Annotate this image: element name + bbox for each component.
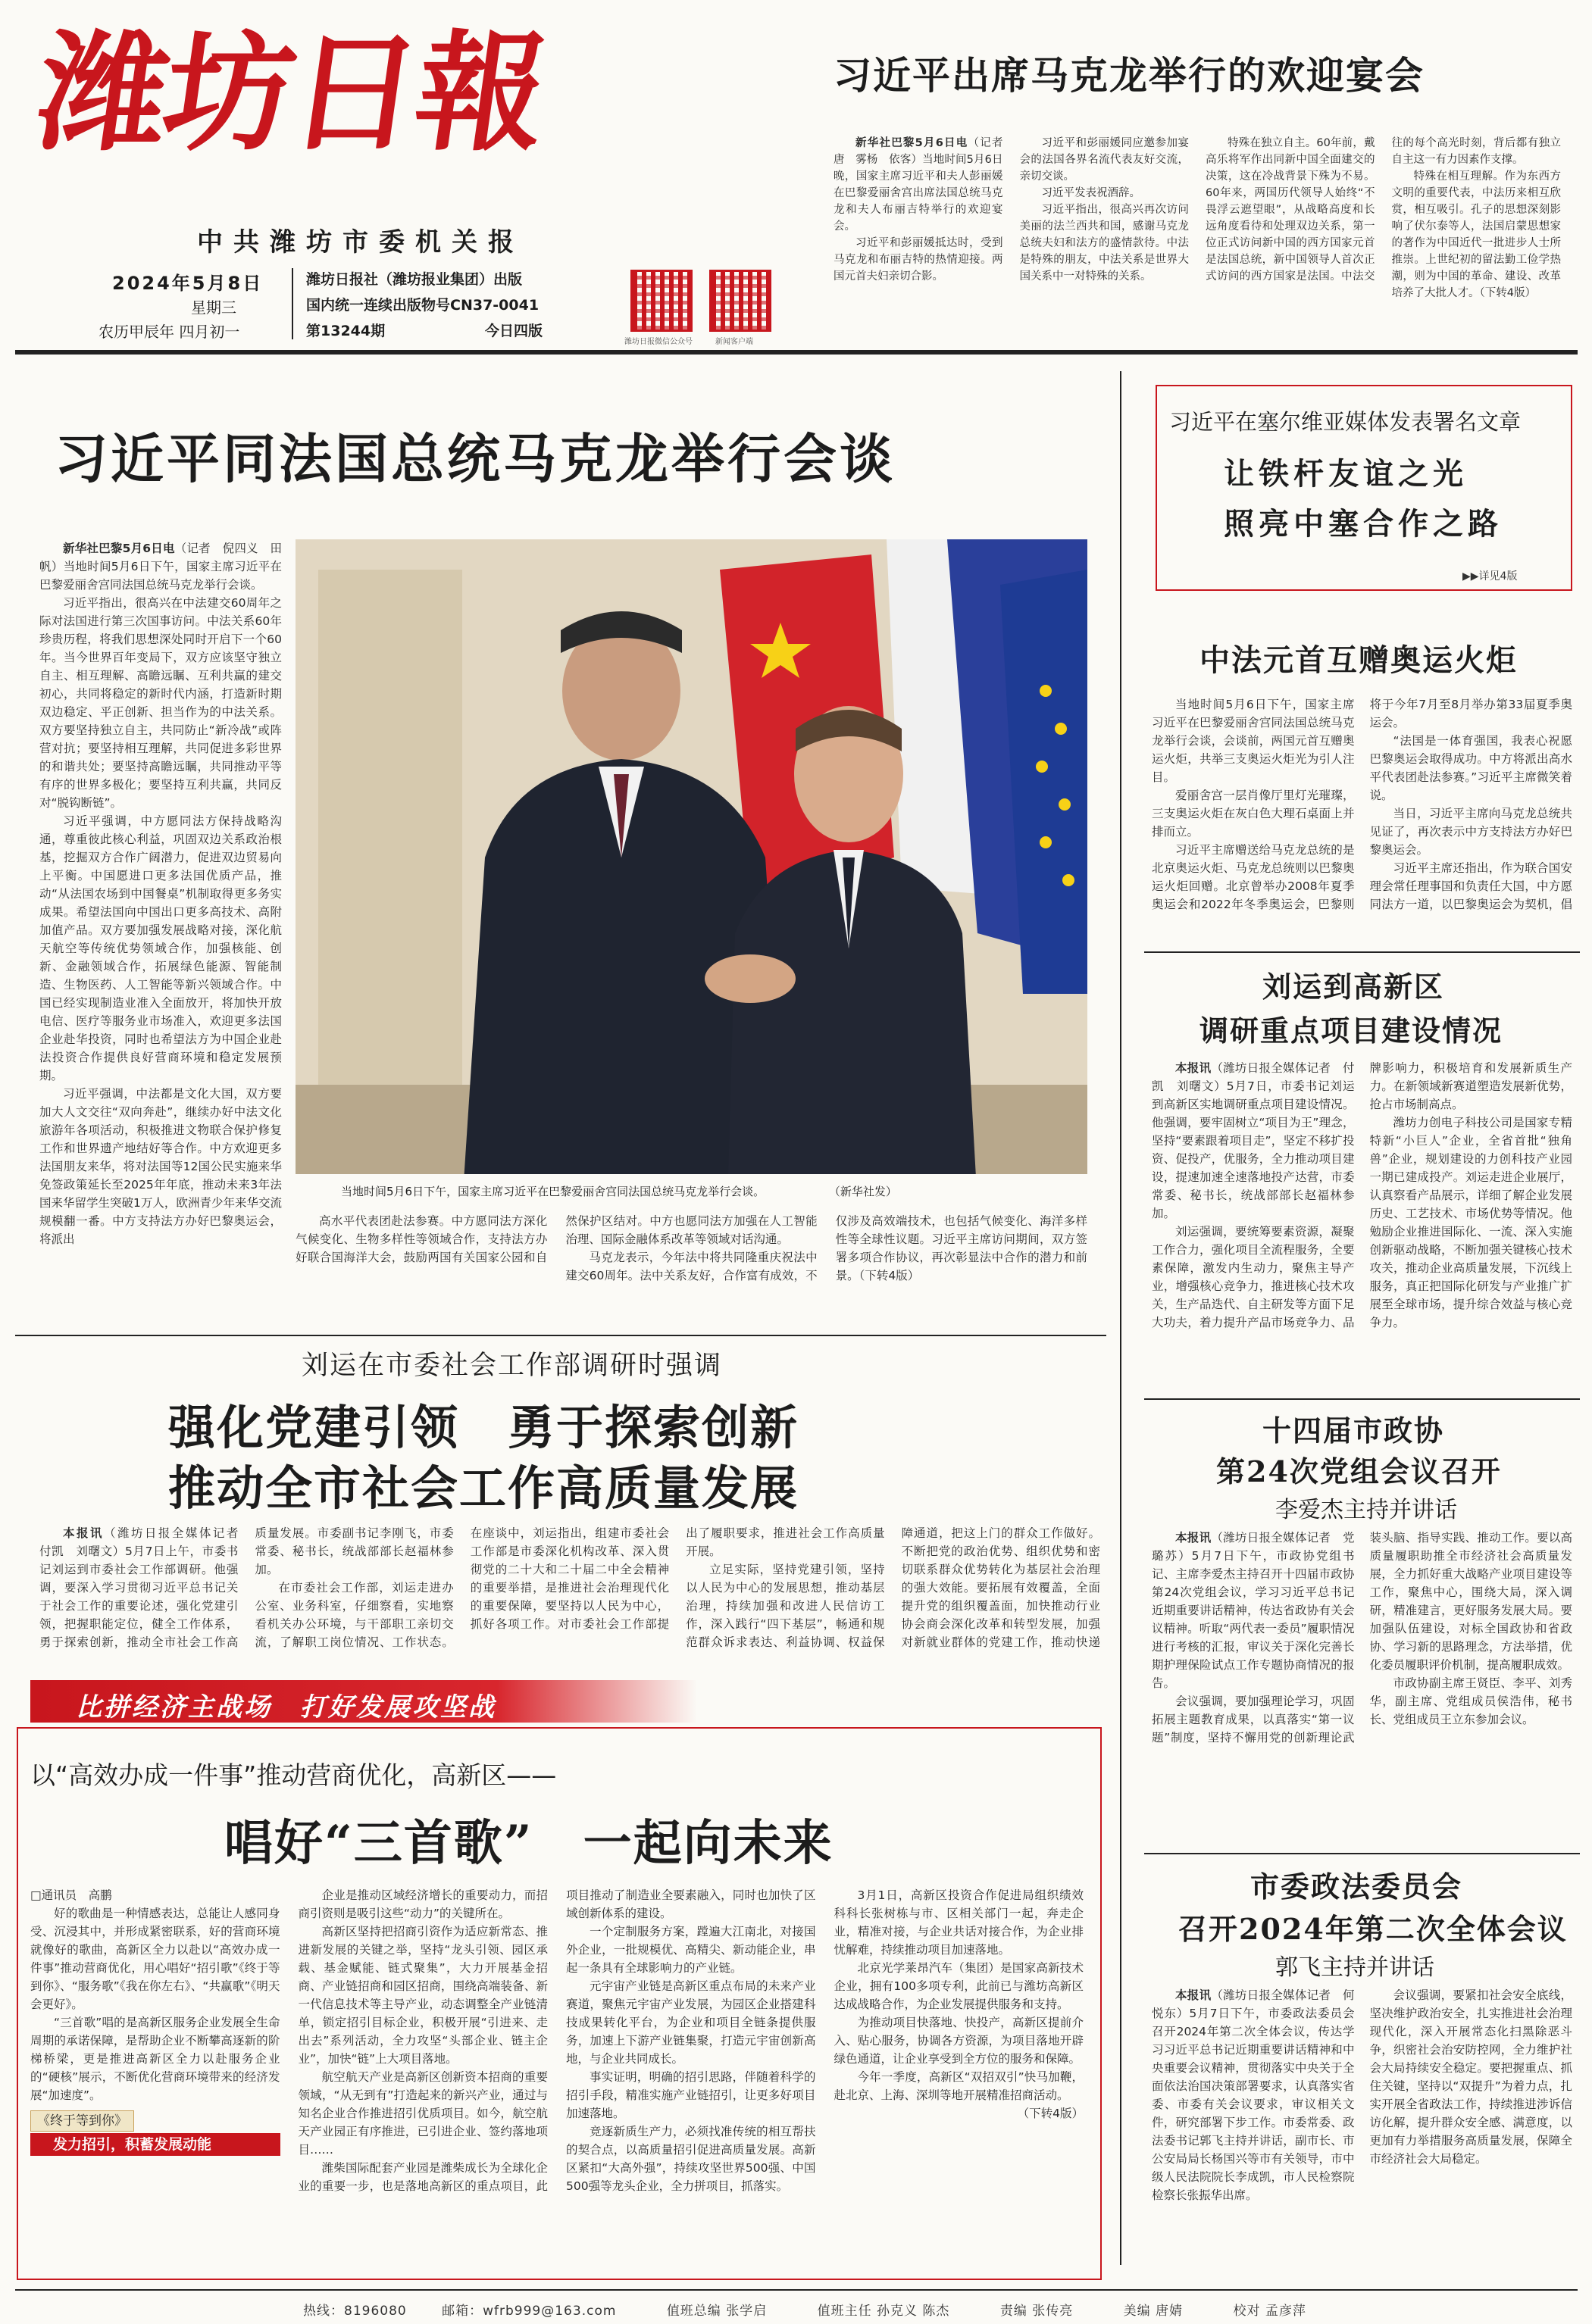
social-p0: 5月7日上午，市委书记刘运到市委社会工作部调研。他强调，要深入学习贯彻习近平总书记关于社会工作的重要论述，强化党建引领，把握职能定位，健全工作体系，勇于探索创新，推动全市社会工作高质量发展。市委副书记李刚飞，市委常委、秘书长，统战部部长赵福林参加。 (39, 1526, 454, 1649)
torch-p0: 当地时间5月6日下午，国家主席习近平在巴黎爱丽舍宫同法国总统马克龙举行会谈，会谈前，两国元首互赠奥运火炬，共举三支奥运火炬光为引人注目。 (1152, 698, 1355, 784)
publisher: 潍坊日报社（潍坊报业集团）出版 (306, 271, 523, 288)
torch-rule (1144, 951, 1580, 953)
section-p2: 企业是推动区域经济增长的重要动力，而招商引资则是吸引这些“动力”的关键所在。 (298, 1888, 548, 1920)
section-p10: 3月1日，高新区投资合作促进局组织绩效科科长张树栋与市、区相关部门一起，奔走企业，精准对接，与企业共话对接合作，为企业排忧解难，持续推动项目加速落地。 (834, 1888, 1084, 1957)
masthead-vrule (292, 268, 293, 339)
liu-p0: 5月7日，市委书记刘运到高新区实地调研重点项目建设情况。他强调，要牢固树立“项目为王”理念，坚持“要素跟着项目走”，坚定不移扩投资、促投产，优服务，全力推动项目建设，提速加速全速落地投产达营，市委常委、秘书长，统战部部长赵福林参加。 (1152, 1079, 1355, 1220)
politics-subhead: 郭飞主持并讲话 (1275, 1954, 1434, 1981)
politics-byline: 本报讯 (1175, 1988, 1212, 2002)
liu-p1: 刘运强调，要统筹要素资源，凝聚工作合力，强化项目全流程服务，全要素保障，激发内生动力，聚焦主导产业，增强核心竞争力，推进核心技术攻关，生产品迭代、自主研发等方面下足大功夫，着力提升产品市场竞争力、品牌影响力，积极培育和发展新质生产力。在新领域新赛道塑造发展新优势，抢占市场制高点。 (1152, 1061, 1572, 1329)
cppcc-rule (1144, 1853, 1580, 1854)
section-p13: 今年一季度，高新区“双招双引”快马加鞭，赴北京、上海、深圳等地开展精准招商活动。 (834, 2070, 1084, 2102)
top-story-continued: （下转4版） (1479, 287, 1536, 299)
section-headline: 唱好“三首歌” 一起向未来 (224, 1815, 834, 1872)
qr-caption-wechat: 潍坊日报微信公众号 (624, 338, 693, 346)
social-headline-1: 强化党建引领 勇于探索创新 (168, 1400, 799, 1455)
liu-p2: 潍坊力创电子科技公司是国家专精特新“小巨人”企业，全省首批“独角兽”企业，规划建设的力创科技产业园一期已建成投产。刘运走进企业展厅，认真察看产品展示，详细了解企业发展历史、工艺技术、市场优势等情况。他勉励企业推进国际化、一流、深入实施创新驱动战略，不断加强关键核心技术攻关，推动企业高质量发展，下沉线上服务，真正把国际化研发与产业推广扩展至全球市场，提升综合效益与核心竞争力。 (1369, 1116, 1572, 1329)
liu-headline-1: 刘运到高新区 (1262, 970, 1445, 1004)
top-story-p0: 当地时间5月6日晚，国家主席习近平和夫人彭丽媛在巴黎爱丽舍宫出席法国总统马克龙和夫人布丽吉特举行的欢迎宴会。 (834, 154, 1003, 233)
cppcc-headline-1: 十四届市政协 (1262, 1413, 1445, 1448)
qr-code-app (709, 270, 771, 332)
section-p12: 为推动项目快落地、快投产，高新区提前介入、贴心服务，协调各方资源，为项目落地开辟绿色通道，让企业享受到全方位的服务和保障。 (834, 2016, 1084, 2066)
top-story-p4: 习近平指出，很高兴再次访问美丽的法兰西共和国，感谢马克龙总统夫妇和法方的盛情款待。中法是特殊的朋友，中法关系是世界大国关系中一对特殊的关系。 (1019, 204, 1189, 283)
lead-headline: 习近平同法国总统马克龙举行会谈 (55, 427, 896, 490)
qr-code-wechat (630, 270, 693, 332)
politics-p1: 会议强调，要紧扣社会安全底线，坚决维护政治安全，扎实推进社会治理现代化，深入开展常态化扫黑除恶斗争，织密社会治安防控网，全力维护社会大局持续安全稳定。要把握重点、抓住关键，坚持以“双提升”为着力点，扎实开展全省政法工作，持续推进涉诉信访化解，提升群众安全感、满意度，以更加有力举措服务高质量发展，保障全市经济社会大局稳定。 (1369, 1988, 1572, 2166)
footer-hotline: 热线：8196080 (303, 2304, 407, 2319)
side-article-headline-2: 照亮中塞合作之路 (1224, 506, 1503, 542)
section-p0: 好的歌曲是一种情感表达，总能让人感同身受、沉浸其中，并形成紧密联系，好的营商环境就像好的歌曲，高新区全力以赴以“高效办成一件事”推动营商优化，用心唱好“招引歌”《终于等到你》、“服务歌”《我在你左右》、“共赢歌”《明天会更好》。 (30, 1907, 280, 2011)
cn-number: 国内统一连续出版物号CN37-0041 (306, 297, 540, 314)
side-article-kicker: 习近平在塞尔维亚媒体发表署名文章 (1169, 409, 1522, 435)
lead-p4: 高水平代表团赴法参赛。中方愿同法方深化气候变化、生物多样性等领域合作，支持法方办好联合国海洋大会，鼓励两国有关国家公园和自然保护区结对。中方也愿同法方加强在人工智能治理、国际金融体系改革等领域对话沟通。 (296, 1214, 818, 1264)
torch-p5: 习近平主席还指出，作为联合国安理会常任理事国和负责任大国，中方愿同法方一道，以巴黎奥运会为契机，倡 (1369, 861, 1572, 911)
lead-dateline: 新华社巴黎5月6日电 (63, 542, 175, 555)
lead-p1: 习近平指出，很高兴在中法建交60周年之际对法国进行第三次国事访问。中法关系60年珍贵历程，将我们思想深处同时开启下一个60年。当今世界百年变局下，双方应该坚守独立自主、相互理解、高瞻远瞩、互利共赢的建交初心，共同将稳定的新时代内涵，打造新时期双边稳定、平正创新、担当作为的中法关系。双方要坚持独立自主，共同防止“新冷战”或阵营对抗；要坚持相互理解，共同促进多彩世界的和谐共处；要坚持高瞻远瞩，共同推动平等有序的世界多极化；要坚持互利共赢，共同反对“脱钩断链”。 (39, 596, 282, 810)
lead-body-left (39, 539, 282, 1327)
section-subhead (30, 2110, 280, 2156)
masthead-logo: 潍坊日報 (28, 17, 554, 169)
section-banner (30, 1680, 697, 1723)
issue-number: 第13244期 (306, 323, 386, 339)
lead-p0: 当地时间5月6日下午，国家主席习近平在巴黎爱丽舍宫同法国总统马克龙举行会谈。 (39, 560, 282, 592)
top-story-p3: 习近平发表祝酒辞。 (1041, 187, 1140, 199)
top-story-headline: 习近平出席马克龙举行的欢迎宴会 (834, 53, 1425, 98)
politics-headline-1: 市委政法委员会 (1250, 1870, 1463, 1904)
page-count: 今日四版 (485, 323, 543, 339)
lead-p5: 马克龙表示，今年法中将共同隆重庆祝法中建交60周年。法中关系友好，合作富有成效，不仅涉及高效端技术，也包括气候变化、海洋多样性等全球性议题。习近平主席访问期间，双方签署多项合作协议，再次彰显法中合作的潜力和前景。 (565, 1214, 1087, 1282)
issue-lunar: 农历甲辰年 四月初一 (99, 323, 240, 341)
section-p9: 竞逐新质生产力，必须找准传统的相互帮扶的契合点，以高质量招引促进高质量发展。高新区紧扣“大高外强”，持续攻坚世界500强、中国500强等龙头企业，全力拼项目，抓落实。 (566, 2125, 816, 2193)
section-p5: 潍柴国际配套产业园是潍柴成长为全球化企业的重要一步，也是落地高新区的重点项目，此项目推动了制造业全要素融入，同时也加快了区域创新体系的建设。 (298, 1888, 816, 2193)
section-p8: 事实证明，明确的招引思路，伴随着科学的招引手段，精准实施产业链招引，让更多好项目加速落地。 (566, 2070, 816, 2120)
torch-body (1152, 695, 1572, 945)
footer-duty-chief: 值班总编 张学启 (666, 2304, 768, 2319)
column-vrule (1120, 371, 1121, 2265)
footer-duty-editor: 值班主任 孙克义 陈杰 (817, 2304, 950, 2319)
social-p1: 在市委社会工作部，刘运走进办公室、业务科室，仔细察看，实地察看机关办公环境，与干部职工亲切交流，了解职工岗位情况、工作状态。在座谈中，刘运指出，组建市委社会工作部是市委深化机构改革、深入贯彻党的二十大和二十届二中全会精神的重要举措，是推进社会治理现代化的重要保障，要坚持以人民为中心，抓好各项工作。对市委社会工作部提出了履职要求，推进社会工作高质量开展。 (255, 1526, 885, 1649)
cppcc-p0: 5月7日下午，市政协党组书记、主席李爱杰主持召开十四届市政协第24次党组会议，学习习近平总书记近期重要讲话精神，传达省政协有关会议精神。听取“两代表一委员”履职情况进行考核的汇报，审议关于深化完善长期护理保险试点工作专题协商情况的报告。 (1152, 1549, 1355, 1690)
section-p4: 航空航天产业是高新区创新资本招商的重要领域，“从无到有”打造起来的新兴产业，通过与知名企业合作推进招引优质项目。如今，航空航天产业园正有序推进，已引进企业、签约落地项目…… (298, 2070, 548, 2157)
issue-weekday: 星期三 (191, 298, 236, 317)
section-p11: 北京光学莱昂汽车（集团）是国家高新技术企业，拥有100多项专利，此前已与潍坊高新区达成战略合作，为企业发展提供服务和支持。 (834, 1961, 1084, 2011)
footer-proof: 校对 孟彦萍 (1233, 2304, 1306, 2319)
cppcc-subhead: 李爱杰主持并讲话 (1275, 1497, 1457, 1523)
torch-headline: 中法元首互赠奥运火炬 (1199, 642, 1518, 678)
liu-reporter: （潍坊日报全媒体记者 付凯 刘曙文） (1152, 1061, 1355, 1093)
social-reporter: （潍坊日报全媒体记者 付凯 刘曙文） (39, 1526, 250, 1558)
section-p1: “三首歌”唱的是高新区服务企业发展全生命周期的承诺保障，是帮助企业不断攀高逐新的阶梯桥梁，更是推进高新区全力以赴服务企业的“硬核”展示，不断优化营商环境带来的经济发展“加速度”。 (30, 2016, 280, 2102)
lead-p3: 习近平强调，中法都是文化大国，双方要加大人文交往“双向奔赴”，继续办好中法文化旅游年各项活动，积极推进文物联合保护修复工作和世界遗产地结好等合作。中方欢迎更多法国朋友来华，将对法国等12国公民实施来华免签政策延长至2025年年底，推动未来3年法国来华留学生突破1万人，欧洲青少年来华交流规模翻一番。中方支持法方办好巴黎奥运会，将派出 (39, 1087, 282, 1246)
top-story-dateline: 新华社巴黎5月6日电 (855, 137, 968, 149)
liu-byline: 本报讯 (1175, 1061, 1212, 1075)
top-story-reporter: （记者 唐 雾杨 依客） (834, 137, 1014, 166)
politics-p0: 5月7日下午，市委政法委员会召开2024年第二次全体会议，传达学习习近平总书记近期重要讲话精神和中央重要会议精神，贯彻落实中央关于全面依法治国决策部署要求，认真落实省委、市委有关会议要求，审议相关文件，研究部署下步工作。市委常委、政法委书记郭飞主持并讲话，副市长、市公安局局长杨国兴等市有关领导，市中级人民法院院长李成凯，市人民检察院检察长张振华出席。 (1152, 2007, 1355, 2202)
section-continued: （下转4版） (1017, 2107, 1084, 2120)
social-body (39, 1524, 1100, 1666)
footer-rule (15, 2289, 1578, 2291)
cppcc-byline: 本报讯 (1175, 1531, 1212, 1545)
politics-headline-2: 召开2024年第二次全体会议 (1178, 1912, 1568, 1946)
torch-p3: “法国是一体育强国，我表心祝愿巴黎奥运会取得成功。中方将派出高水平代表团赴法参赛。”习近平主席微笑着说。 (1369, 734, 1572, 802)
section-body (30, 1886, 1084, 2269)
lead-bottom-rule (15, 1335, 1106, 1336)
section-subhead-text: 发力招引，积蓄发展动能 (30, 2133, 280, 2156)
social-headline-2: 推动全市社会工作高质量发展 (168, 1460, 799, 1516)
top-story-body (834, 135, 1561, 341)
footer-art: 美编 唐婧 (1123, 2304, 1184, 2319)
footer-editor: 责编 张传亮 (999, 2304, 1074, 2319)
top-story-p6: 特殊在相互理解。作为东西方文明的重要代表，中法历来相互欣赏，相互吸引。孔子的思想深刻影响了伏尔泰等人，法国启蒙思想家的著作为中国近代一批进步人士所推崇。上世纪初的留法勤工俭学热潮，则为中国的革命、建设、改革培养了大批人才。 (1391, 170, 1561, 299)
lead-continued: （下转4版） (859, 1269, 920, 1282)
side-article-headline-1: 让铁杆友谊之光 (1224, 456, 1468, 492)
torch-p2: 习近平主席赠送给马克龙总统的是北京奥运火炬、马克龙总统则以巴黎奥运火炬回赠。北京曾举办2008年夏季奥运会和2022年冬季奥运会，巴黎则将于今年7月至8月举办第33届夏季奥运会。 (1152, 698, 1572, 911)
section-p6: 一个定制服务方案，蹚遍大江南北，对接国外企业，一批规模优、高精尖、新动能企业，串起一条具有全球影响力的产业链。 (566, 1925, 816, 1975)
social-byline: 本报讯 (63, 1526, 104, 1540)
qr-caption-app: 新闻客户端 (715, 338, 753, 346)
lead-photo-art (296, 539, 1087, 1204)
section-byline: □通讯员 高鹏 (30, 1888, 112, 1902)
torch-p4: 当日，习近平主席向马克龙总统共见证了，再次表示中方支持法方办好巴黎奥运会。 (1369, 807, 1572, 857)
politics-body (1152, 1986, 1572, 2278)
side-article-see: ▶▶详见4版 (1462, 570, 1518, 583)
lead-body-bottom (296, 1212, 1087, 1326)
liu-rule (1144, 1398, 1580, 1400)
section-p3: 高新区坚持把招商引资作为适应新常态、推进新发展的关键之举，坚持“龙头引领、园区承载、基金赋能、链式聚集”，大力开展基金招商、产业链招商和园区招商，围绕高端装备、新一代信息技术等主导产业，动态调整全产业链清单，锁定招引目标企业，积极开展“引进来、走出去”系列活动，全力攻坚“头部企业、链主企业”，加快“链”上大项目落地。 (298, 1925, 548, 2066)
social-kicker: 刘运在市委社会工作部调研时强调 (302, 1351, 723, 1381)
social-p2: 立足实际，坚持党建引领，坚持以人民为中心的发展思想，推动基层治理，持续加强和改进人民信访工作，深入践行“四下基层”，畅通和规范群众诉求表达、利益协调、权益保障通道，把这上门的群众工作做好。不断把党的政治优势、组织优势和密切联系群众优势转化为基层社会治理的强大效能。要拓展有效覆盖，全面提升党的组织覆盖面，加快推动行业协会商会深化改革和转型发展，加强对新就业群体的党建工作，推动快递 (686, 1526, 1100, 1649)
footer-email: 邮箱：wfrb999@163.com (442, 2304, 617, 2319)
cppcc-p2: 市政协副主席王贤臣、李平、刘秀华，副主席、党组成员侯浩伟，秘书长、党组成员王立东参加会议。 (1369, 1676, 1572, 1726)
photo-credit: （新华社发） (828, 1185, 897, 1198)
liu-headline-2: 调研重点项目建设情况 (1199, 1014, 1503, 1048)
top-story-p1: 习近平和彭丽媛抵达时，受到马克龙和布丽吉特的热情迎接。两国元首夫妇亲切合影。 (834, 237, 1003, 283)
lead-p2: 习近平强调，中方愿同法方保持战略沟通，尊重彼此核心利益，巩固双边关系政治根基，挖掘双方合作广阔潜力，促进双边贸易向上平衡。中国愿进口更多法国优质产品，推动“从法国农场到中国餐桌”机制取得更多务实成果。希望法国向中国出口更多高技术、高附加值产品。双方要加强发展战略对接，深化航天航空等传统优势领域合作，加强核能、创新、金融领域合作，拓展绿色能源、智能制造、生物医药、人工智能等新兴领域合作。中国已经实现制造业准入全面放开，将加快开放电信、医疗等服务业市场准入，欢迎更多法国企业赴华投资，同时也希望法方为中国企业赴法投资合作提供良好营商环境和稳定发展预期。 (39, 814, 282, 1082)
top-story-p5: 特殊在独立自主。60年前，戴高乐将军作出同新中国全面建交的决策，这在冷战背景下殊为不易。60年来，两国历代领导人始终“不畏浮云遮望眼”，从战略高度和长远角度看待和处理双边关系，第一位正式访问新中国的西方国家元首是法国总统，新中国领导人首次正式访问的西方国家是法国。中法交往的每个高光时刻，背后都有独立自主这一有力因素作支撑。 (1206, 137, 1561, 283)
lead-photo (296, 539, 1087, 1204)
photo-caption-text: 当地时间5月6日下午，国家主席习近平在巴黎爱丽舍宫同法国总统马克龙举行会谈。 (341, 1185, 765, 1198)
issue-date: 2024年5月8日 (112, 273, 264, 294)
photo-caption (296, 1174, 1087, 1204)
section-banner-text: 比拼经济主战场 打好发展攻坚战 (76, 1692, 496, 1723)
masthead-rule (15, 350, 1578, 355)
top-story-p2: 习近平和彭丽媛同应邀参加宴会的法国各界名流代表友好交流，亲切交谈。 (1019, 137, 1189, 183)
torch-p1: 爱丽舍宫一层肖像厅里灯光璀璨，三支奥运火炬在灰白色大理石桌面上并排而立。 (1152, 789, 1355, 839)
liu-body (1152, 1059, 1572, 1392)
cppcc-body (1152, 1529, 1572, 1847)
section-p7: 元宇宙产业链是高新区重点布局的未来产业赛道，聚焦元宇宙产业发展，为园区企业搭建科技成果转化平台，为企业和项目全链条提供服务，加速上下游产业链集聚，打造元宇宙创新高地，与企业共同成长。 (566, 1979, 816, 2066)
politics-reporter: （潍坊日报全媒体记者 何悦东） (1152, 1988, 1355, 2020)
section-subhead-label: 《终于等到你》 (30, 2110, 134, 2132)
cppcc-headline-2: 第24次党组会议召开 (1216, 1454, 1502, 1488)
cppcc-reporter: （潍坊日报全媒体记者 党璐苏） (1152, 1531, 1355, 1563)
section-kicker: 以“高效办成一件事”推动营商优化，高新区—— (30, 1760, 557, 1790)
footer (303, 2300, 1561, 2319)
cppcc-p1: 会议强调，要加强理论学习，巩固拓展主题教育成果，以真落实“第一议题”制度，坚持不懈用党的创新理论武装头脑、指导实践、推动工作。要以高质量履职助推全市经济社会高质量发展，全力抓好重大战略产业项目建设等工作，聚焦中心，围绕大局，深入调研，精准建言，更好服务发展大局。要加强队伍建设，对标全国政协和省政协、学习新的思路理念，方法举措，优化委员履职评价机制，提高履职成效。 (1152, 1531, 1572, 1745)
lead-reporter: （记者 倪四义 田帆） (39, 542, 282, 573)
masthead-subtitle: 中共潍坊市委机关报 (197, 227, 524, 258)
